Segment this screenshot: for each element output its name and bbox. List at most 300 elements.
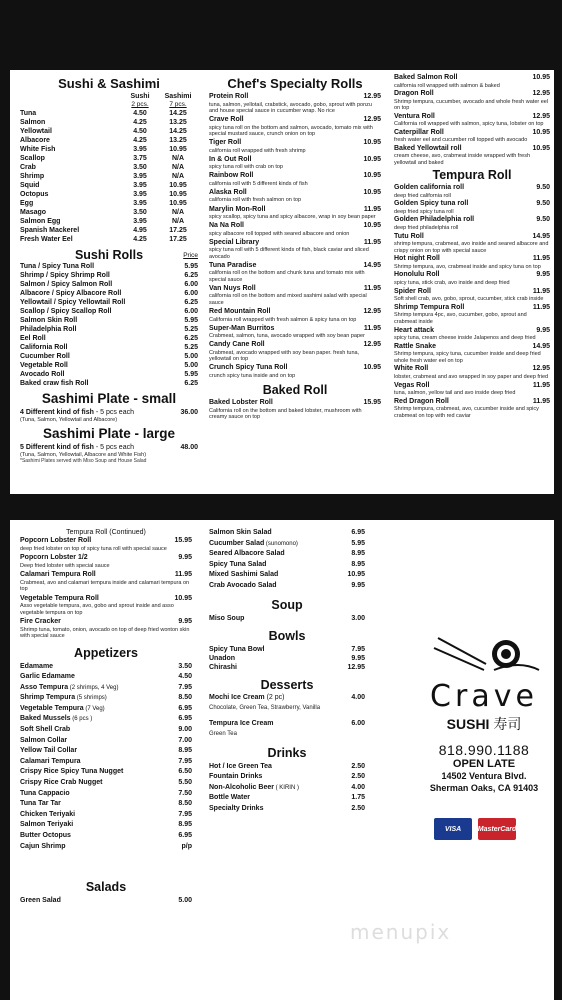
menu-item-desc: spicy tuna roll with 5 different kinds of fish, black caviar and sliced avocado [209, 247, 369, 260]
menu-item-price: 5.50 [178, 779, 192, 787]
menu-item-desc: deep fried philadelphia roll [394, 224, 459, 231]
menu-item-header [394, 327, 550, 336]
address-line-1: 14502 Ventura Blvd. [441, 771, 527, 781]
sushi-item-row [20, 118, 198, 127]
menu-item-price: 7.00 [178, 736, 192, 744]
sushi-price: 4.25 [133, 137, 147, 144]
menu-item-price: 6.95 [178, 715, 192, 723]
menu-item-price: 15.95 [363, 399, 381, 407]
menu-item-price: 6.25 [184, 272, 198, 279]
menu-item-name-wrap [20, 789, 70, 800]
menu-item-header [209, 116, 381, 125]
menu-item [209, 239, 381, 261]
sushi-item-prices [122, 199, 198, 208]
menu-item-row [209, 772, 365, 783]
sushi-item-prices [122, 226, 198, 235]
menu-item-name: Tuna / Spicy Tuna Roll [20, 263, 95, 270]
menu-item-name: Protein Roll [209, 93, 249, 100]
menu-item-name: Alaska Roll [209, 188, 247, 196]
sashimi-price: 10.95 [169, 191, 187, 198]
sushi-price: 3.95 [133, 200, 147, 207]
menu-item [209, 325, 381, 340]
menu-item-name: Spicy Tuna Bowl [209, 645, 265, 653]
menu-item-row [20, 325, 198, 334]
menu-item-price: 10.95 [363, 155, 381, 163]
menu-item-price: 5.00 [184, 362, 198, 369]
menu-item-name-wrap [209, 570, 278, 581]
sashimi-pcs-label: 7 pcs. [169, 101, 187, 108]
menu-item-name-wrap [209, 762, 272, 773]
menu-item-price: 7.95 [178, 757, 192, 765]
menu-item-name: Shrimp / Spicy Shrimp Roll [20, 272, 110, 279]
sushi-item-name: Shrimp [20, 173, 45, 180]
sushi-item-row [20, 163, 198, 172]
menu-item-name: Seared Albacore Salad [209, 550, 285, 558]
menu-item [209, 720, 365, 738]
menu-item-price: 12.95 [363, 341, 381, 349]
sushi-item-name: Masago [20, 209, 47, 216]
menu-item-name: Golden california roll [394, 184, 465, 191]
menu-item-name: Baked Yellowtail roll [394, 144, 462, 152]
menu-item-row [20, 810, 192, 821]
sushi-price: 3.95 [133, 218, 147, 225]
menu-item-name: Salmon Teriyaki [20, 821, 74, 829]
sushi-item-name: Tuna [20, 110, 37, 117]
menu-item-row [209, 663, 365, 672]
menu-item-price: 6.00 [184, 308, 198, 315]
menu-item-header [394, 184, 550, 193]
menu-item-name: Specialty Drinks [209, 804, 264, 812]
menu-item-name: Albacore / Spicy Albacore Roll [20, 290, 122, 297]
sushi-sub-headers [20, 101, 198, 109]
sashimi-small-line-text: 4 Different kind of fish [20, 409, 94, 416]
menu-item-row [20, 693, 192, 704]
sashimi-price: 14.25 [169, 128, 187, 135]
menu-item-desc: Shrimp tuna, tomato, onion, avocado on top of deep fried wonton skin with special sauce [20, 626, 190, 639]
menu-item [394, 200, 550, 215]
menu-item-name-wrap [20, 778, 102, 789]
menu-item-suffix: ( KIRIN ) [273, 784, 299, 791]
menu-item-header [394, 216, 550, 225]
menu-item-desc: California roll wrapped with salmon, spicy tuna, lobster on top [394, 121, 544, 127]
sashimi-price: N/A [171, 173, 185, 180]
menu-item-name-wrap [209, 549, 285, 560]
menu-item-header [20, 595, 192, 604]
sushi-price: 3.75 [133, 155, 147, 162]
payment-cards [434, 818, 516, 840]
menu-item-name: Crispy Rice Crab Nugget [20, 779, 103, 787]
menu-item-price: 2.50 [351, 762, 365, 770]
menu-item-header [394, 255, 550, 264]
menu-item-row [20, 842, 192, 853]
sushi-item-name: Egg [20, 200, 34, 207]
menu-item-row [20, 271, 198, 280]
menu-item-price: 15.95 [174, 537, 192, 544]
menu-item-desc: spicy tuna, stick crab, avo inside and deep fried [394, 279, 510, 286]
menu-item-name: Dragon Roll [394, 90, 434, 97]
menu-item-header [394, 200, 550, 209]
menu-item [20, 595, 192, 617]
menu-item-name: Shrimp Tempura Roll [394, 303, 465, 311]
menu-item-row [209, 549, 365, 560]
sushi-price: 4.50 [133, 128, 147, 135]
menu-item-desc: Shrimp tempura, spicy tuna, cucumber inside and deep fried whole fresh water eel on top [394, 351, 541, 364]
column-tempura [394, 74, 550, 420]
menu-item-name: Red Mountain Roll [209, 308, 271, 316]
menu-item-desc: deep fried california roll [394, 192, 451, 199]
tempura-list [394, 184, 550, 419]
menu-item-header [209, 325, 381, 334]
menu-item-name: Candy Cane Roll [209, 341, 265, 349]
menu-item [209, 172, 381, 187]
menu-item-desc: Green Tea [209, 731, 237, 738]
menu-item-price: 5.95 [184, 263, 198, 270]
menu-item-name: Hot night Roll [394, 255, 440, 263]
menu-item-row [20, 298, 198, 307]
menu-item-desc: california roll wrapped with fresh shrimp [209, 147, 306, 154]
menu-item-name: Rattle Snake [394, 342, 437, 350]
menu-item-header [209, 399, 381, 408]
menu-item-price: 12.95 [363, 93, 381, 100]
menu-item-row [20, 831, 192, 842]
menu-item-price: 12.95 [532, 365, 550, 373]
soup-list [209, 614, 365, 623]
menu-item-name: Tuna Tar Tar [20, 800, 61, 808]
menu-item-row [20, 343, 198, 352]
menu-item-header [394, 90, 550, 99]
menu-item-name-wrap [20, 662, 53, 673]
menu-item-price: 5.25 [184, 326, 198, 333]
menu-item-price: 4.50 [178, 673, 192, 681]
menu-item-price: 7.50 [178, 789, 192, 797]
sashimi-price: 17.25 [169, 227, 187, 234]
sushi-price: 4.25 [133, 236, 147, 243]
menu-item-row [20, 280, 198, 289]
sashimi-small-line [20, 408, 134, 417]
menu-item-name: Eel Roll [20, 335, 46, 342]
menu-item-name: Salmon Skin Salad [209, 529, 272, 536]
sushi-item-prices [122, 181, 198, 190]
menu-item-price: 5.25 [184, 344, 198, 351]
menu-item-name: Edamame [20, 662, 54, 670]
sushi-item-prices [122, 109, 198, 118]
menu-item-desc: spicy tuna roll with crab on top [209, 164, 283, 171]
menu-item-price: 8.50 [178, 800, 192, 808]
menu-item-price: 9.95 [536, 326, 550, 334]
menu-item-price: 6.95 [178, 704, 192, 712]
menu-item-price: 12.95 [532, 112, 550, 120]
menu-item-header [209, 93, 381, 102]
menu-item-name: Spicy Tuna Salad [209, 560, 267, 568]
menu-item-price: 8.95 [178, 821, 192, 829]
menu-item [209, 93, 381, 115]
menu-item-desc: spicy albacore roll topped with seared albacore and onion [209, 230, 350, 237]
menu-item-price: 6.25 [184, 299, 198, 306]
menu-item-header [394, 145, 550, 154]
menu-item-name-wrap [20, 704, 105, 715]
menu-item-row [20, 714, 192, 725]
menu-item-name-wrap [20, 767, 123, 778]
sushi-price: 3.95 [133, 182, 147, 189]
sushi-item-prices [122, 217, 198, 226]
menu-item-name: Baked Salmon Roll [394, 74, 458, 81]
menu-item-name-wrap [209, 539, 298, 550]
menu-item-header [394, 365, 550, 374]
mastercard-icon: MasterCard [478, 818, 516, 840]
menu-item-name: Mixed Sashimi Salad [209, 571, 279, 579]
sushi-item-name: Yellowtail [20, 128, 52, 135]
menu-item-name: Green Salad [20, 897, 61, 905]
menu-item-header [209, 262, 381, 271]
menu-item [394, 327, 550, 342]
menu-item-name: Philadelphia Roll [20, 326, 77, 333]
menu-item-header [209, 139, 381, 148]
menu-item-header [209, 285, 381, 294]
menu-item-price: 5.95 [351, 539, 365, 547]
menu-item-name: Ventura Roll [394, 112, 435, 120]
menu-item-name: Crab Avocado Salad [209, 581, 277, 589]
menu-item-row [20, 778, 192, 789]
menu-item-price: 8.50 [178, 694, 192, 702]
menu-item [394, 343, 550, 365]
sushi-price: 3.50 [133, 209, 147, 216]
menu-item-header [209, 694, 365, 703]
phone-number[interactable]: 818.990.1188 [438, 742, 530, 758]
sashimi-large-suffix: - 5 pcs each [93, 443, 134, 451]
sushi-price: 3.95 [133, 173, 147, 180]
menu-item [394, 74, 550, 89]
menu-item-header [209, 308, 381, 317]
menu-item-row [209, 783, 365, 794]
menu-item-name-wrap [209, 694, 284, 703]
open-late-label: OPEN LATE [452, 758, 516, 770]
brand-kanji: 寿司 [493, 717, 522, 733]
menu-item-name: Miso Soup [209, 614, 245, 622]
menu-item-price: 14.95 [532, 342, 550, 350]
col-sushi-label: Sushi [130, 93, 150, 100]
menu-item-name: Caterpillar Roll [394, 128, 444, 136]
menu-item-price: 2.50 [351, 804, 365, 812]
sushi-price: 3.50 [133, 164, 147, 171]
menu-item-price: 12.95 [347, 663, 365, 671]
sushi-rolls-title: Sushi Rolls [74, 248, 144, 262]
menu-item-name: Tiger Roll [209, 139, 242, 147]
menu-item-name-wrap [20, 714, 92, 725]
column-appetizers [20, 528, 192, 905]
sushi-item-name: Albacore [20, 137, 50, 144]
menu-item-name: Rainbow Roll [209, 172, 254, 180]
sushi-chopsticks-icon [424, 630, 544, 674]
sushi-price: 3.95 [133, 146, 147, 153]
menu-item-price: 6.50 [178, 768, 192, 776]
menu-item-row [20, 757, 192, 768]
menu-item [394, 233, 550, 255]
menu-item-name: Cucumber Roll [20, 353, 70, 360]
sashimi-price: 13.25 [169, 137, 187, 144]
menu-item-price: 14.95 [532, 232, 550, 240]
address-line-2: Sherman Oaks, CA 91403 [429, 783, 539, 793]
menu-item-name: Avocado Roll [20, 371, 65, 378]
menu-item-price: 9.00 [178, 726, 192, 734]
menu-item [209, 341, 381, 363]
menu-item-row [20, 725, 192, 736]
menu-item-suffix: (sunomono) [264, 540, 298, 547]
menu-item-row [20, 262, 198, 271]
menu-item-name: Popcorn Lobster 1/2 [20, 554, 88, 561]
menu-item-suffix: (5 shrimps) [75, 695, 107, 702]
menu-item-row [209, 581, 365, 592]
menu-item [209, 139, 381, 154]
desserts-list [209, 694, 365, 738]
menu-item-name: Marylin Mon-Roll [209, 205, 266, 213]
sushi-item-row [20, 109, 198, 118]
menu-item-desc: california roll with 5 different kinds of fish [209, 180, 308, 187]
sushi-item-name: Salmon [20, 119, 46, 126]
menu-item-price: 11.95 [532, 303, 550, 311]
menu-item-name: Special Library [209, 238, 260, 246]
menu-item-name-wrap [20, 683, 118, 694]
soup-title: Soup [271, 597, 303, 612]
menu-item [20, 571, 192, 593]
menu-item [394, 271, 550, 286]
menu-item-name: Van Nuys Roll [209, 284, 256, 292]
menu-item-row [20, 896, 192, 905]
menu-item-name: Salmon / Spicy Salmon Roll [20, 281, 113, 288]
column-sushi [20, 74, 198, 464]
menu-item-price: 9.95 [178, 554, 192, 561]
sushi-item-row [20, 199, 198, 208]
menu-item-name: Shrimp Tempura [20, 694, 76, 702]
watermark: menupix [350, 920, 452, 944]
sushi-item-row [20, 172, 198, 181]
menu-item-name-wrap [209, 560, 266, 571]
menu-item-price: 10.95 [532, 74, 550, 81]
menu-item-price: 9.95 [351, 654, 365, 662]
menu-item-price: 12.95 [532, 90, 550, 97]
menu-item-header [394, 271, 550, 280]
menu-item-price: 10.95 [363, 364, 381, 372]
menu-item-row [209, 528, 365, 539]
menu-item-header [20, 554, 192, 563]
menu-item-desc: california roll on the bottom and mixed sashimi salad with special sauce [209, 293, 367, 306]
menu-item-desc: deep fried spicy tuna roll [394, 208, 454, 215]
menu-item [20, 618, 192, 640]
menu-item [394, 184, 550, 199]
menu-item-row [209, 793, 365, 804]
sushi-item-row [20, 226, 198, 235]
menu-item-header [394, 398, 550, 407]
menu-item-name: Asso Tempura [20, 683, 69, 691]
menu-item-name: Chicken Teriyaki [20, 810, 76, 818]
menu-item-desc: Deep fried lobster with special sauce [20, 562, 110, 569]
contact-block [414, 742, 554, 794]
menu-item-name-wrap [209, 804, 263, 815]
sushi-item-row [20, 154, 198, 163]
sashimi-large-title: Sashimi Plate - large [42, 425, 176, 441]
sashimi-small-price: 36.00 [180, 409, 198, 416]
menu-item-price: 10.95 [174, 594, 192, 602]
menu-item-desc: tuna, salmon, yellotail, crabstick, avocado, gobo, sprout with ponzu and house special sauce in cucumber wrap. No rice [209, 101, 372, 114]
sushi-item-row [20, 190, 198, 199]
menu-item-row [20, 361, 198, 370]
menu-item-header [20, 571, 192, 580]
menu-item-name: Salmon Skin Roll [20, 317, 78, 324]
menu-item [394, 398, 550, 420]
menu-item-desc: fresh water eel and cucumber roll topped with avocado [394, 137, 528, 143]
menu-item-name: Garlic Edamame [20, 673, 75, 681]
sushi-item-name: Spanish Mackerel [20, 227, 80, 234]
sushi-price: 3.95 [133, 191, 147, 198]
sushi-item-row [20, 145, 198, 154]
menu-item-price: 11.95 [363, 324, 381, 332]
menu-item-name: Cajun Shrimp [20, 842, 66, 850]
menu-item-suffix: (6 pcs ) [70, 716, 93, 723]
menu-item-name: Scallop / Spicy Scallop Roll [20, 308, 112, 315]
menu-item-desc: california roll with fresh salmon on top [209, 197, 302, 204]
menu-item-desc: shrimp tempura, crabmeat, avo inside and seared albacore and crispy onion on top with special sauce [394, 241, 549, 254]
menu-item-price: 10.95 [363, 188, 381, 196]
sushi-price: 4.50 [133, 110, 147, 117]
menu-item-name-wrap [20, 693, 107, 704]
menu-item-price: 7.95 [351, 645, 365, 653]
menu-item-desc: Shrimp tempura, crabmeat, avo, cucumber inside and spicy crabmeat on top with red caviar [394, 406, 539, 419]
menu-item-price: 9.95 [351, 581, 365, 589]
sashimi-price: N/A [171, 218, 185, 225]
menu-item [209, 308, 381, 323]
sushi-item-prices [122, 136, 198, 145]
sushi-item-name: Salmon Egg [20, 218, 61, 225]
menu-item-header [209, 156, 381, 165]
menu-item [394, 113, 550, 128]
sashimi-price: 17.25 [169, 236, 187, 243]
menu-page-top [10, 70, 554, 494]
menu-item-row [209, 654, 365, 663]
sushi-item-name: Squid [20, 182, 40, 189]
menu-item-price: 3.50 [178, 662, 192, 670]
sashimi-large-row [20, 443, 198, 452]
menu-item-name: Salmon Collar [20, 736, 68, 744]
menu-item-row [20, 370, 198, 379]
tempura-cont-list [20, 537, 192, 640]
menu-item-desc: Shrimp tempura 4pc, avo, cucumber, gobo, sprout and crabmeat inside [394, 312, 527, 325]
menu-item-name-wrap [209, 581, 277, 592]
menu-item-name: Fire Cracker [20, 618, 61, 625]
menu-item-price: 7.95 [178, 810, 192, 818]
sushi-price: 4.95 [133, 227, 147, 234]
menu-item-name: Spider Roll [394, 287, 431, 295]
menu-item-name: Vegetable Tempura [20, 704, 84, 712]
menu-item-price: 10.95 [363, 172, 381, 180]
menu-item-price: 5.00 [178, 897, 192, 905]
bowls-title: Bowls [268, 628, 306, 643]
sushi-item-prices [122, 154, 198, 163]
sashimi-price: 10.95 [169, 146, 187, 153]
menu-item [394, 304, 550, 326]
menu-item-name: Non-Alcoholic Beer [209, 783, 274, 791]
menu-item-desc: california roll on the bottom and chunk tuna and tomato mix with special sauce [209, 270, 365, 283]
menu-item-desc: California roll on the bottom and baked lobster, mushroom with creamy sauce on top [209, 407, 362, 421]
menu-item [20, 537, 192, 552]
menu-item-header [209, 222, 381, 231]
menu-item-price: 8.95 [178, 747, 192, 755]
menu-item-name: Vegetable Roll [20, 362, 68, 369]
menu-item-header [394, 288, 550, 297]
desserts-title: Desserts [260, 677, 314, 692]
menu-item-row [20, 746, 192, 757]
menu-item-name: Na Na Roll [209, 222, 245, 230]
tempura-cont-title: Tempura Roll (Continued) [66, 529, 146, 536]
menu-item [20, 554, 192, 569]
